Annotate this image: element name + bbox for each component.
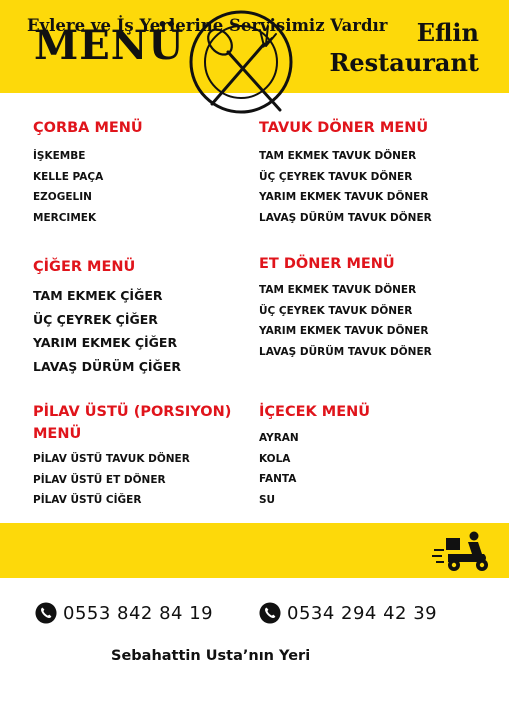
- phone-contact-2[interactable]: [259, 600, 437, 626]
- list-item: PİLAV ÜSTÜ CİĞER: [33, 494, 142, 507]
- phone-icon: [35, 602, 57, 624]
- section-corba: [33, 117, 143, 229]
- list-item: EZOGELIN: [33, 191, 92, 204]
- list-item: FANTA: [259, 473, 297, 486]
- section-title: İÇECEK MENÜ: [259, 404, 371, 420]
- phone-icon: [259, 602, 281, 624]
- section-title: TAVUK DÖNER MENÜ: [259, 120, 429, 136]
- list-item: İŞKEMBE: [33, 150, 86, 162]
- section-icecek: [259, 401, 370, 511]
- list-item: MERCIMEK: [33, 212, 97, 225]
- list-item: TAM EKMEK TAVUK DÖNER: [259, 284, 417, 296]
- list-item: PİLAV ÜSTÜ TAVUK DÖNER: [33, 453, 190, 465]
- list-item: LAVAŞ DÜRÜM TAVUK DÖNER: [259, 346, 432, 359]
- section-title: PİLAV ÜSTÜ (PORSIYON) MENÜ: [33, 404, 232, 442]
- list-item: LAVAŞ DÜRÜM ÇİĞER: [33, 358, 181, 374]
- list-item: TAM EKMEK TAVUK DÖNER: [259, 150, 417, 162]
- section-et-doner: [259, 253, 432, 363]
- section-title: ÇİĞER MENÜ: [33, 259, 136, 275]
- item-list: [259, 280, 432, 363]
- list-item: TAM EKMEK ÇİĞER: [33, 288, 163, 303]
- list-item: ÜÇ ÇEYREK TAVUK DÖNER: [259, 304, 413, 317]
- list-item: LAVAŞ DÜRÜM TAVUK DÖNER: [259, 212, 432, 225]
- list-item: ÜÇ ÇEYREK TAVUK DÖNER: [259, 170, 413, 183]
- restaurant-name: Eflin Restaurant: [329, 18, 479, 77]
- list-item: PİLAV ÜSTÜ ET DÖNER: [33, 473, 166, 486]
- menu-title: MENÜ: [34, 22, 185, 69]
- list-item: KELLE PAÇA: [33, 170, 104, 183]
- item-list: [33, 449, 231, 511]
- phone-number: 0534 294 42 39: [287, 602, 438, 624]
- footer-owner-name: Sebahattin Usta’nın Yeri: [111, 648, 311, 664]
- section-tavuk-doner: [259, 117, 432, 229]
- item-list: [33, 146, 143, 229]
- list-item: YARIM EKMEK TAVUK DÖNER: [259, 325, 429, 338]
- section-pilav-ustu: [33, 401, 231, 511]
- section-title: ÇORBA MENÜ: [33, 120, 143, 136]
- section-ciger: [33, 256, 181, 378]
- list-item: ÜÇ ÇEYREK ÇİĞER: [33, 311, 158, 327]
- list-item: AYRAN: [259, 432, 299, 444]
- phone-number: 0553 842 84 19: [63, 602, 214, 624]
- item-list: [259, 146, 432, 229]
- delivery-banner-text: Evlere ve İş Yerlerine Servisimiz Vardır: [27, 16, 388, 35]
- list-item: YARIM EKMEK TAVUK DÖNER: [259, 191, 429, 204]
- list-item: KOLA: [259, 452, 291, 465]
- section-title: ET DÖNER MENÜ: [259, 256, 395, 272]
- item-list: [33, 284, 181, 378]
- list-item: SU: [259, 494, 276, 507]
- delivery-scooter-icon: [432, 530, 492, 572]
- item-list: [259, 428, 370, 511]
- list-item: YARIM EKMEK ÇİĞER: [33, 335, 178, 350]
- phone-contact-1[interactable]: [35, 600, 213, 626]
